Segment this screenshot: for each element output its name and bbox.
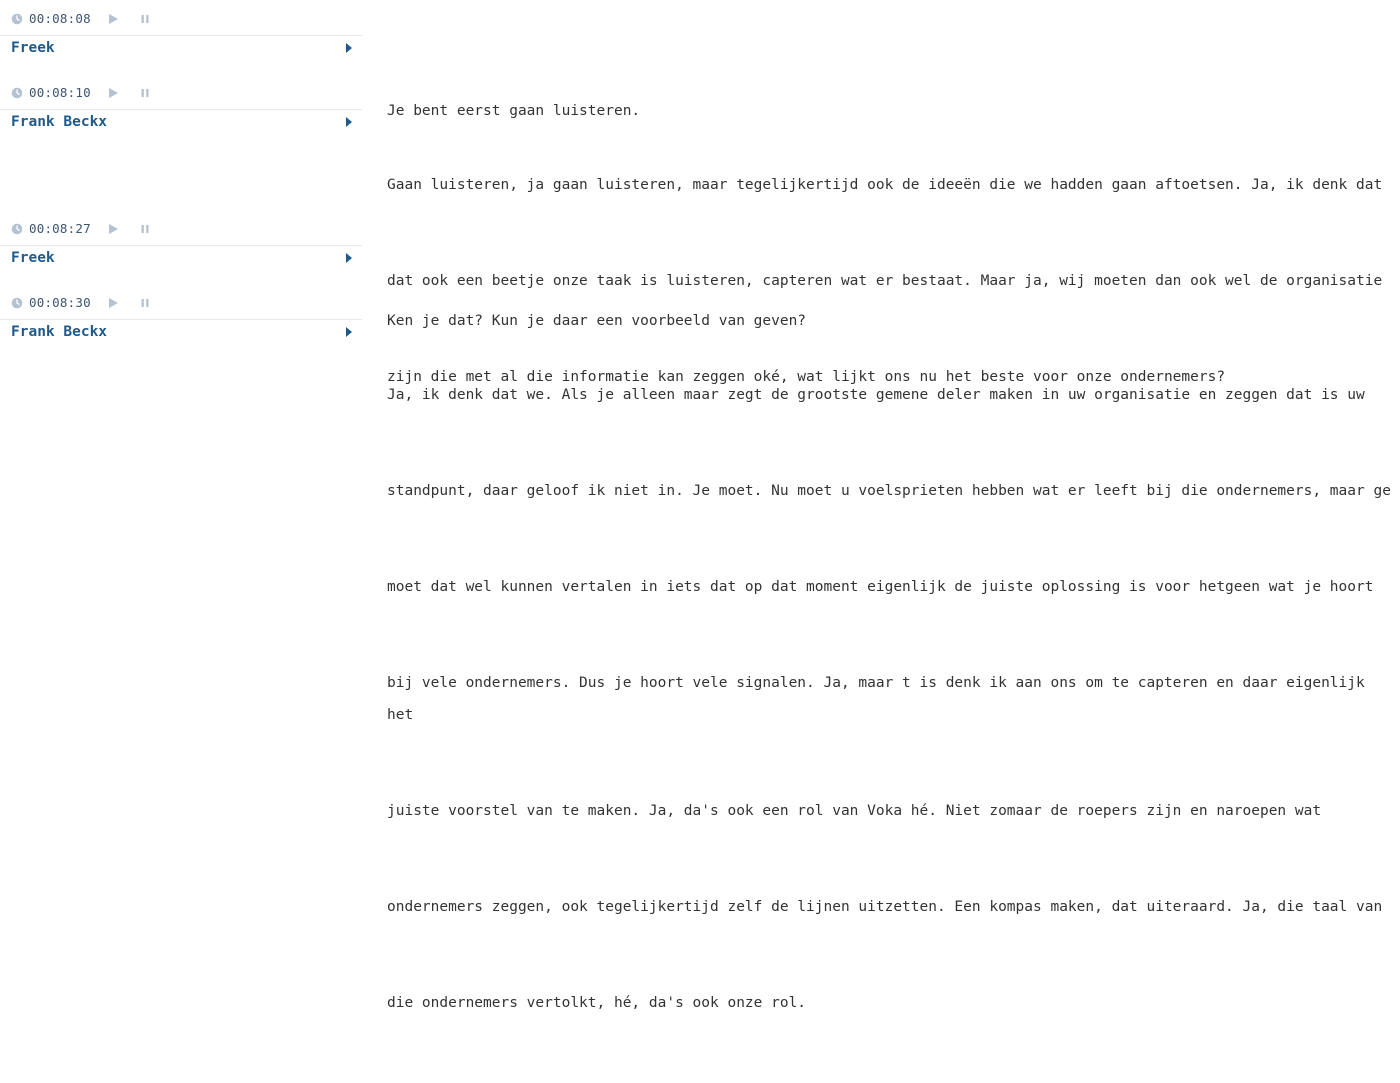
utterance-line: Je bent eerst gaan luisteren. xyxy=(387,103,641,119)
speaker-name[interactable]: Frank Beckx xyxy=(11,324,108,340)
play-icon[interactable] xyxy=(107,13,119,25)
utterance-text xyxy=(387,315,1397,1083)
utterance-line: Ken je dat? Kun je daar een voorbeeld van geven? xyxy=(387,313,807,329)
utterance-line: Ja, ik denk dat we. Als je alleen maar zegt de grootste gemene deler maken in uw organisatie en zeggen dat is uw xyxy=(387,387,1365,403)
clock-icon xyxy=(11,223,23,235)
utterance-line: Gaan luisteren, ja gaan luisteren, maar tegelijkertijd ook de ideeën die we hadden gaan aftoetsen. Ja, ik denk dat xyxy=(387,177,1383,193)
pause-icon[interactable] xyxy=(139,223,151,235)
play-icon[interactable] xyxy=(107,87,119,99)
caret-right-icon[interactable] xyxy=(344,326,354,338)
timestamp-row xyxy=(0,1,362,36)
timestamp[interactable]: 00:08:10 xyxy=(29,85,91,100)
pause-icon[interactable] xyxy=(139,13,151,25)
speaker-row[interactable] xyxy=(0,320,362,344)
speaker-row[interactable] xyxy=(0,246,362,270)
timestamp-row xyxy=(0,75,362,110)
timestamp[interactable]: 00:08:08 xyxy=(29,11,91,26)
pause-icon[interactable] xyxy=(139,297,151,309)
caret-right-icon[interactable] xyxy=(344,252,354,264)
utterance-line: ondernemers zeggen, ook tegelijkertijd zelf de lijnen uitzetten. Een kompas maken, dat uiteraard. Ja, die taal van xyxy=(387,899,1383,915)
play-icon[interactable] xyxy=(107,297,119,309)
utterance-line: juiste voorstel van te maken. Ja, da's ook een rol van Voka hé. Niet zomaar de roepers zijn en naroepen wat xyxy=(387,803,1322,819)
utterance-line: zijn die met al die informatie kan zeggen oké, wat lijkt ons nu het beste voor onze ondernemers? xyxy=(387,369,1226,385)
utterance-line: bij vele ondernemers. Dus je hoort vele signalen. Ja, maar t is denk ik aan ons om te capteren en daar eigenlijk het xyxy=(387,675,1374,723)
clock-icon xyxy=(11,297,23,309)
speaker-name[interactable]: Frank Beckx xyxy=(11,114,108,130)
timestamp[interactable]: 00:08:30 xyxy=(29,295,91,310)
speaker-name[interactable]: Freek xyxy=(11,40,55,56)
timestamp[interactable]: 00:08:27 xyxy=(29,221,91,236)
timestamp-row xyxy=(0,211,362,246)
speaker-row[interactable] xyxy=(0,36,362,60)
utterance-line: die ondernemers vertolkt, hé, da's ook onze rol. xyxy=(387,995,807,1011)
clock-icon xyxy=(11,13,23,25)
timestamp-row xyxy=(0,285,362,320)
speaker-name[interactable]: Freek xyxy=(11,250,55,266)
utterance-line: standpunt, daar geloof ik niet in. Je moet. Nu moet u voelsprieten hebben wat er leeft bij die ondernemers, maar ge xyxy=(387,483,1391,499)
speaker-row[interactable] xyxy=(0,110,362,134)
caret-right-icon[interactable] xyxy=(344,42,354,54)
play-icon[interactable] xyxy=(107,223,119,235)
pause-icon[interactable] xyxy=(139,87,151,99)
caret-right-icon[interactable] xyxy=(344,116,354,128)
utterance-line: dat ook een beetje onze taak is luisteren, capteren wat er bestaat. Maar ja, wij moeten dan ook wel de organisatie xyxy=(387,273,1383,289)
clock-icon xyxy=(11,87,23,99)
utterance-line: moet dat wel kunnen vertalen in iets dat op dat moment eigenlijk de juiste oplossing is voor hetgeen wat je hoort xyxy=(387,579,1374,595)
